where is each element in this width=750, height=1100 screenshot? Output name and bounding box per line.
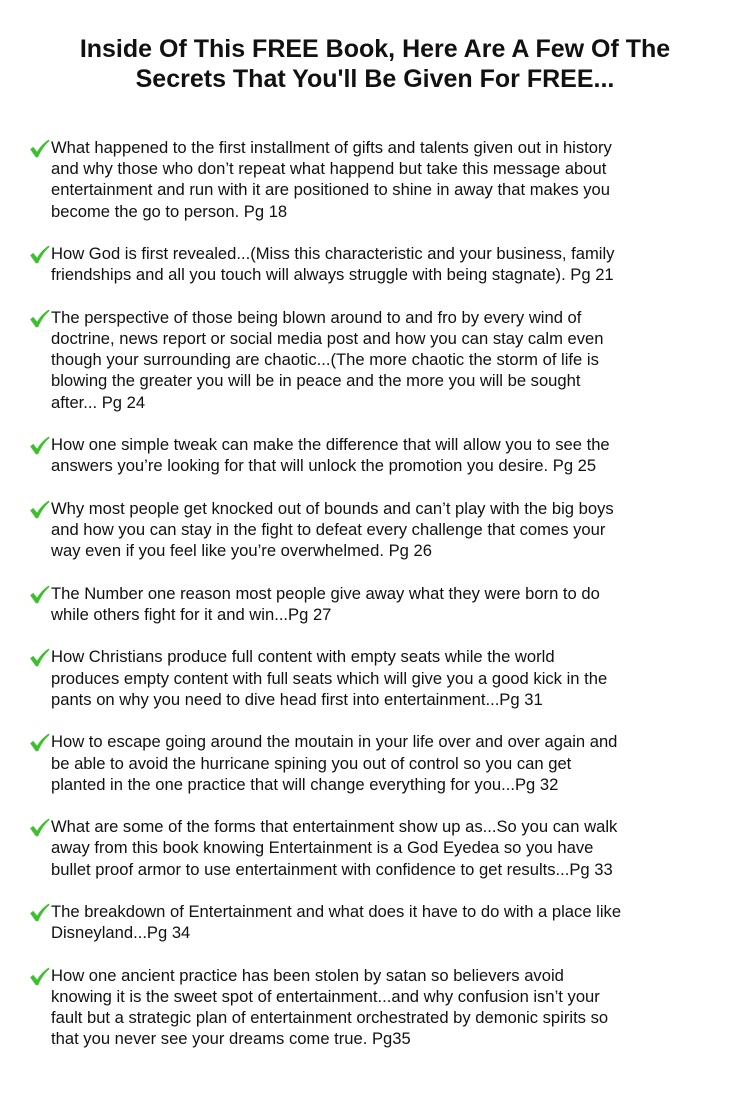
secret-text [51, 965, 712, 1050]
check-icon [29, 139, 50, 158]
secret-text-line: away from this book knowing Entertainment is a God Eyedea so you have [51, 838, 594, 858]
secret-text-line: The Number one reason most people give away what they were born to do [51, 583, 600, 603]
check-icon [29, 436, 50, 455]
secret-text [51, 646, 712, 710]
check-icon [29, 585, 50, 604]
check-icon [29, 309, 50, 328]
secret-text [51, 137, 712, 222]
secret-text-line: The breakdown of Entertainment and what does it have to do with a place like [51, 902, 622, 922]
secret-text-line: The perspective of those being blown around to and fro by every wind of [51, 307, 582, 327]
check-icon [29, 967, 50, 986]
secret-text [51, 434, 712, 476]
headline-line-2: Secrets That You'll Be Given For FREE... [135, 65, 615, 93]
check-icon [29, 500, 50, 519]
secret-text-line: way even if you feel like you’re overwhelmed. Pg 26 [51, 541, 432, 561]
secret-list-item [0, 965, 750, 1050]
secret-text-line: after... Pg 24 [51, 392, 146, 412]
secret-text [51, 901, 712, 943]
secret-text-line: produces empty content with full seats which will give you a good kick in the [51, 668, 608, 688]
secret-text [51, 307, 712, 413]
secret-text-line: become the go to person. Pg 18 [51, 201, 288, 221]
secret-list-item [0, 816, 750, 880]
secret-list-item [0, 731, 750, 795]
secret-list-item [0, 498, 750, 562]
secret-list-item [0, 434, 750, 476]
secret-text-line: fault but a strategic plan of entertainment orchestrated by demonic spirits so [51, 1008, 609, 1028]
secret-text-line: Disneyland...Pg 34 [51, 923, 191, 943]
secret-text-line: knowing it is the sweet spot of entertainment...and why confusion isn’t your [51, 987, 600, 1007]
secret-text-line: How Christians produce full content with empty seats while the world [51, 647, 555, 667]
headline [20, 34, 730, 94]
headline-line-1: Inside Of This FREE Book, Here Are A Few Of The [79, 35, 671, 63]
secret-text-line: pants on why you need to dive head first into entertainment...Pg 31 [51, 689, 543, 709]
secret-text-line: How to escape going around the moutain in your life over and over again and [51, 732, 618, 752]
secret-text-line: How one ancient practice has been stolen by satan so believers avoid [51, 965, 564, 985]
check-icon [29, 245, 50, 264]
check-icon [29, 903, 50, 922]
secret-text-line: that you never see your dreams come true. Pg35 [51, 1029, 411, 1049]
secret-text-line: How God is first revealed...(Miss this characteristic and your business, family [51, 244, 615, 264]
secret-text-line: doctrine, news report or social media post and how you can stay calm even [51, 329, 604, 349]
secret-text [51, 243, 712, 285]
secrets-list [0, 137, 750, 1071]
secret-text-line: planted in the one practice that will change everything for you...Pg 32 [51, 774, 559, 794]
secret-text [51, 731, 712, 795]
check-icon [29, 733, 50, 752]
secret-text-line: What happened to the first installment of gifts and talents given out in history [51, 138, 612, 157]
secret-list-item [0, 307, 750, 413]
secret-text-line: and why those who don’t repeat what happend but take this message about [51, 159, 607, 179]
secret-text-line: while others fight for it and win...Pg 27 [51, 604, 332, 624]
secret-list-item [0, 137, 750, 222]
secret-text-line: be able to avoid the hurricane spining you out of control so you can get [51, 753, 572, 773]
secret-list-item [0, 243, 750, 285]
secret-text-line: entertainment and run with it are positioned to shine in away that makes you [51, 180, 610, 200]
secret-text-line: bullet proof armor to use entertainment with confidence to get results...Pg 33 [51, 859, 613, 879]
secret-text-line: What are some of the forms that entertainment show up as...So you can walk [51, 817, 618, 837]
secret-text-line: blowing the greater you will be in peace and the more you will be sought [51, 371, 581, 391]
secret-list-item [0, 583, 750, 625]
secret-text-line: friendships and all you touch will always struggle with being stagnate). Pg 21 [51, 265, 614, 285]
secret-list-item [0, 646, 750, 710]
check-icon [29, 818, 50, 837]
secret-text [51, 498, 712, 562]
secret-text [51, 816, 712, 880]
secret-text-line: Why most people get knocked out of bounds and can’t play with the big boys [51, 498, 614, 518]
secret-text-line: and how you can stay in the fight to defeat every challenge that comes your [51, 520, 606, 540]
secret-text-line: though your surrounding are chaotic...(The more chaotic the storm of life is [51, 350, 599, 370]
secret-text-line: How one simple tweak can make the difference that will allow you to see the [51, 435, 610, 455]
secret-list-item [0, 901, 750, 943]
check-icon [29, 648, 50, 667]
secret-text [51, 583, 712, 625]
secret-text-line: answers you’re looking for that will unlock the promotion you desire. Pg 25 [51, 456, 597, 476]
